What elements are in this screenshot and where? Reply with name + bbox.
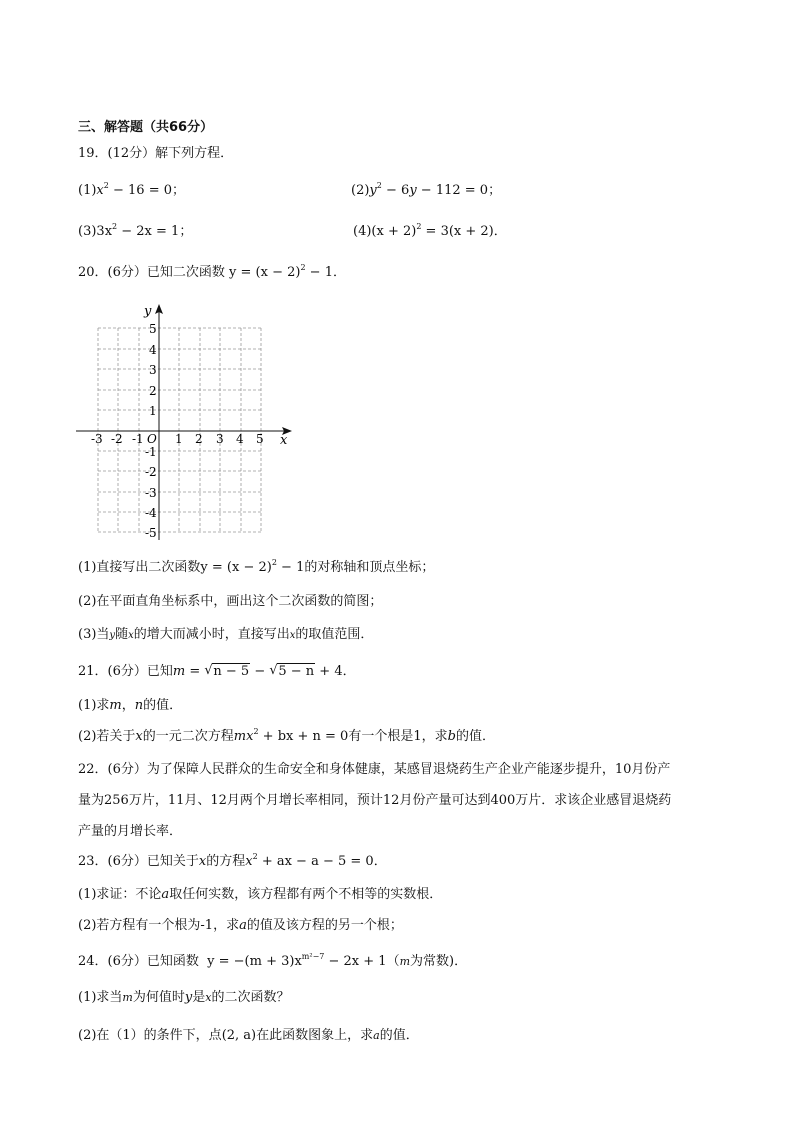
var: y [184,990,193,1005]
q20-sub1: (1)直接写出二次函数$y = (x - 2)^2 - 1$的对称轴和顶点坐标； [78,558,435,575]
var: m [109,698,122,713]
text: 的方程 [206,854,246,869]
text: (1)求证：不论 [78,887,162,902]
x-tick-label: -2 [111,432,123,446]
y-tick-label: -2 [145,465,157,479]
radicand: n − 5 [213,664,250,679]
q23-heading: 23．(6分）已知关于x的方程$x^2$ + ax − a − 5 = 0． [78,852,387,869]
formula: − 1 [276,560,305,575]
var: x [135,729,143,744]
formula: mx [233,729,254,744]
q20-sub2: (2)在平面直角坐标系中，画出这个二次函数的简图； [78,594,383,609]
q20-heading: 20．(6分）已知二次函数 $y = (x - 2)^2 - 1$． [78,263,346,280]
formula: − 1． [305,265,346,280]
text: 的值． [143,698,183,713]
label: (4) [353,224,372,239]
q19-part3: $(3)3x^2 - 2x = 1$； [78,222,193,239]
q19-part4: $(4)(x + 2)^2 = 3(x + 2)$． [353,222,507,239]
origin-label: O [147,432,157,446]
y-tick-label: 3 [149,363,157,377]
q22-line1: 22．(6分）为了保障人民群众的生命安全和身体健康，某感冒退烧药生产企业产能逐步提升，10月份产 [78,762,671,777]
text: 随 [115,627,129,642]
exponent: m²−7 [301,952,325,961]
x-tick-label: -1 [132,432,144,446]
formula: (2, a) [221,1028,257,1043]
text: 的对称轴和顶点坐标； [304,560,435,575]
var: m [399,955,411,968]
var: y [109,630,116,641]
q24-sub2 [78,1028,419,1044]
text: 20．(6分）已知二次函数 [78,265,225,280]
text: 取任何实数，该方程都有两个不相等的实数根． [169,887,443,902]
x-tick-labels [91,432,264,446]
var: x [289,630,296,641]
y-tick-label: -5 [145,526,157,540]
text: = 3(x + 2)． [421,224,507,239]
text: − 2x = 1； [117,224,193,239]
text: 21．(6分）已知 [78,664,173,679]
text: 在此函数图象上，求 [256,1028,374,1043]
label: (1) [78,183,97,198]
var: a [161,887,170,902]
text: 24．(6分）已知函数 [78,954,199,969]
text: (1)求 [78,698,110,713]
radicand: 5 − n [278,664,315,679]
var: x [198,854,207,869]
text: 的取值范围． [295,627,374,642]
text: (2)在（1）的条件下，点 [78,1028,222,1043]
text: 的值及该方程的另一个根； [246,918,403,933]
y-tick-label: 5 [149,322,157,336]
formula: + ax − a − 5 = 0． [257,854,387,869]
x-tick-label: 2 [195,432,203,446]
text: (1)直接写出二次函数 [78,560,201,575]
q20-sub3 [78,627,373,644]
formula: y = −(m + 3)x [207,954,302,969]
var: y [369,183,377,198]
q21-heading [78,664,356,680]
y-tick-label: 4 [149,343,157,357]
x-tick-label: 1 [175,432,183,446]
y-tick-label: 2 [149,384,157,398]
text: − 16 = 0； [108,183,185,198]
q22-line3: 产量的月增长率． [78,824,183,839]
q19-heading: 19．(12分）解下列方程． [78,146,234,161]
var: x [205,991,212,1004]
formula: − 2x + 1 [324,954,387,969]
q24-heading [78,954,467,970]
formula: x [245,854,253,869]
q22-line2: 量为256万片，11月、12月两个月增长率相同，预计12月份产量可达到400万片．求该企业感冒退烧药 [78,793,672,808]
q19-part1: $(1)x^2 - 16 = 0$； [78,181,185,198]
text: 的值． [379,1028,419,1043]
text: − 6 [381,183,410,198]
sqrt-term [269,664,315,680]
text: (x + 2) [371,224,417,239]
text: 的二次函数？ [211,990,290,1005]
var: n [134,698,144,713]
formula: + 4． [315,664,356,679]
text: (2)若关于 [78,729,136,744]
formula: + bx + n = 0 [258,729,349,744]
y-axis-label: y [144,304,152,319]
q23-sub2 [78,918,403,934]
y-tick-label: 1 [149,404,157,418]
var: x [96,183,104,198]
grid-lines [98,328,261,532]
x-axis-label: x [280,433,288,448]
text: (2)若方程有一个根为-1，求 [78,918,240,933]
text: 的一元二次方程 [142,729,234,744]
var: y [409,183,417,198]
q21-sub2: (2)若关于x的一元二次方程$mx^2$ + bx + n = 0有一个根是1，求b的值． [78,727,495,744]
label: (3) [78,224,97,239]
var: b [447,729,456,744]
x-tick-label: -3 [91,432,103,446]
text: 有一个根是1，求 [348,729,448,744]
formula: − [250,664,270,679]
text: ， [121,698,135,713]
text: 是 [192,990,206,1005]
sqrt-term [204,664,250,680]
text: 为何值时 [132,990,185,1005]
var: x [128,630,134,641]
coordinate-grid [70,295,310,545]
var: a [239,918,247,933]
x-tick-label: 3 [216,432,224,446]
text: 为常数)． [410,954,468,969]
formula: y = (x − 2) [229,265,301,280]
var: m [122,991,133,1004]
q19-part2: $(2)y^2 - 6y - 112 = 0$； [351,181,502,198]
var: a [373,1029,380,1042]
y-tick-label: -4 [145,506,157,520]
q23-sub1 [78,887,442,903]
x-tick-label: 5 [256,432,264,446]
text: 3x [96,224,113,239]
text: (3)当 [78,627,110,642]
y-tick-label: -1 [145,445,157,459]
section-title: 三、解答题（共66分） [78,120,214,135]
text: 的值． [455,729,495,744]
formula: y = (x − 2) [200,560,272,575]
text: （ [386,954,400,969]
q21-sub1 [78,698,182,714]
q24-sub1 [78,990,289,1006]
text: − 112 = 0； [416,183,502,198]
text: 的增大而减小时，直接写出 [133,627,290,642]
y-tick-label: -3 [145,486,157,500]
text: (1)求当 [78,990,123,1005]
text: 23．(6分）已知关于 [78,854,199,869]
label: (2) [351,183,370,198]
formula: m = [172,664,205,679]
x-tick-label: 4 [236,432,244,446]
